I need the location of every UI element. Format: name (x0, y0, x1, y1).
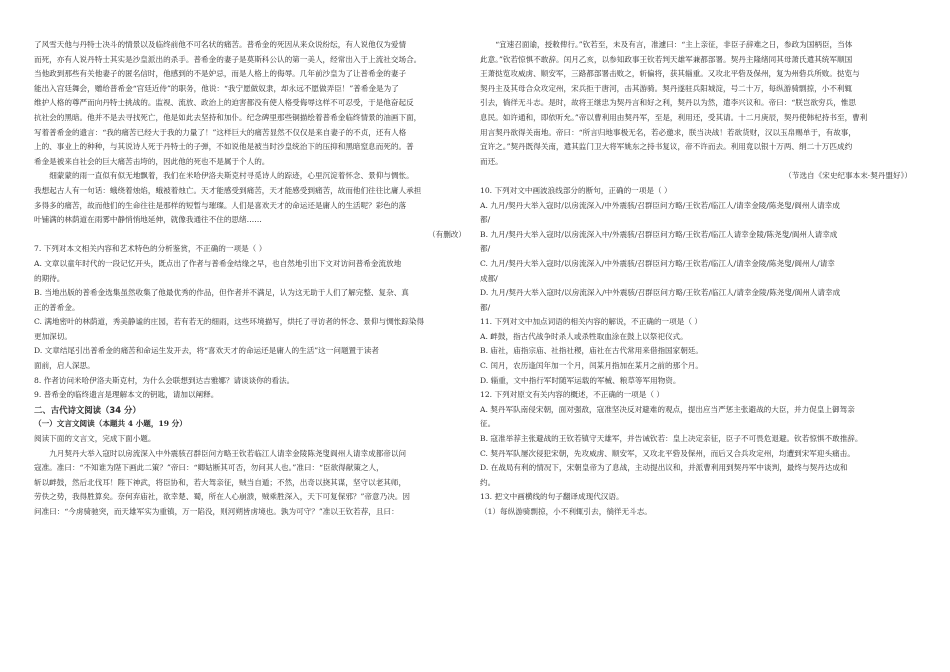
q7-option-b: B. 当地出版的普希金选集虽然收集了他最优秀的作品，但作者并不满足，认为这无助于人们了解完整、复杂、真 (34, 288, 409, 298)
text-line: 宜许之。”契丹既得关南，遣其监门卫大将军姚东之持书复议，帝不许而去。利用竟以银十万两、绢二十万匹成约 (480, 142, 853, 152)
q10-option-c: C. 九月/契丹大举入寇时/以房流深入/中外震骇/召群臣问方略/王钦若/临江人/请幸金陵/陈尧叟/阆州人/请幸 (480, 258, 835, 268)
instruction: 阅读下面的文言文，完成下面小题。 (34, 434, 156, 444)
q11-option-d: D. 辎重，文中指行军时随军运载的军械、粮草等军用物资。 (480, 375, 681, 385)
q12-option-d-cont: 约。 (480, 477, 496, 487)
text-line: 用言契丹欲得关南地。帝曰：“所言归地事极无名，若必邀求，朕当决战！若欲货财，汉以玉帛赐单于，有故事， (480, 127, 856, 137)
q7-option-b-cont: 正的普希金。 (34, 302, 80, 312)
q12-option-c: C. 契丹军队屡次侵犯宋朝，先攻威虏、顺安军，又攻北平砦及保州，而后又合兵攻定州，均遭到宋军迎头痛击。 (480, 448, 855, 458)
text-line: 而死，亦有人说丹特士其实是沙皇派出的杀手。普希金的妻子是莫斯科公认的第一美人，经常出入于上流社交场合。 (34, 54, 422, 64)
text-line: 息民。如许通和，即依听允。”帝以曹利用由契丹军，至是，利用还，受其请。十二月庚辰，契丹使韩杞持书至，曹利 (480, 112, 868, 122)
q10-option-b: B. 九月/契丹大举入寇时/以房流深入中/外震骇/召群臣问方略/王钦若/临江人请幸金陵/陈尧叟/阆州人请幸成 (480, 229, 838, 239)
text-line: 劳佚之势，我得胜算矣。奈何弃庙社，欲幸楚、蜀，所在人心崩溃，贼乘胜深入，天下可复保邪？”帝意乃决。因 (34, 492, 410, 502)
source-note: （节选自《宋史纪事本末·契丹盟好》） (784, 171, 912, 181)
question-13: 13. 把文中画横线的句子翻译成现代汉语。 (480, 492, 624, 502)
q12-option-d: D. 在战局有利的情况下，宋朝皇帝为了息战，主动提出议和，并派曹利用到契丹军中谈判，最终与契丹达成和 (480, 463, 848, 473)
text-line: 寇准。准曰：“不知谁为陛下画此二策？”帝曰：“卿姑断其可否，勿问其人也。”准曰：“臣欲得献策之人， (34, 463, 384, 473)
subsection-heading: （一）文言文阅读（本题共 4 小题，19 分） (34, 419, 187, 429)
text-line: 能出入宫廷舞会，赠给普希金“宫廷近侍”的职务，他说：“我宁愿做奴隶，却永远不愿做弄臣！”普希金是为了 (34, 83, 399, 93)
text-line: 维护人格的尊严而向丹特士挑战的。监视、流放、政治上的迫害都没有使人格受侮辱这样不可忍受，于是他奋起反 (34, 98, 414, 108)
right-column (480, 38, 912, 520)
q12-option-b: B. 寇准举荐主张避战的王钦若镇守天雄军，并告诫钦若：皇上决定亲征，臣子不可畏危退避。钦若惊惧不敢推辞。 (480, 434, 863, 444)
question-13-part-1: （1）每纵游骑剽掠，小不利辄引去，徜徉无斗志。 (480, 507, 652, 516)
text-line: 我想起古人有一句话：蛾绕着烛焰，蛾被着烛亡。天才能感受到痛苦，天才能感受到痛苦，故而他们往往比庸人承担 (34, 185, 422, 195)
passage-paragraph-1 (34, 38, 466, 169)
q7-option-d-cont: 面前，启人深思。 (34, 361, 95, 371)
q12-option-a-cont: 征。 (480, 419, 496, 429)
q11-option-c: C. 闰月，农历逢闰年加一个月，闰某月指加在某月之前的那个月。 (480, 361, 703, 371)
text-line: 当他政到那些有关他妻子的匿名信时，他感到的不是妒忌，而是人格上的侮辱。几年前沙皇为了让普希金的妻子 (34, 69, 407, 79)
text-line: 抗社会的黑暗。他并不是去寻找死亡，他是如此去坚持和加仆。纪念碑里那些铜描绘着普希金临终情景的油画下面， (34, 112, 422, 122)
question-8: 8. 作者访问米哈伊洛夫斯克村，为什么会联想到达吉雅娜？请谈谈你的看法。 (34, 375, 295, 385)
text-line: 多得多的痛苦，故而他们的生命往往是那样的短暂与璀璨。人们是喜欢天才的命运还是庸人的生活呢？彩色的落 (34, 200, 407, 210)
q10-option-d-cont: 都/ (480, 302, 491, 312)
passage-paragraph-2 (34, 169, 466, 227)
q11-option-b: B. 庙社，庙指宗庙、社指社稷，庙社在古代常用来借指国家朝廷。 (480, 346, 704, 356)
classical-text-continued (480, 38, 912, 169)
text-line: “宜速召面谕，授敕俾行。”钦若至，未及有言，准遽曰：“主上亲征，非臣子辞难之日，参政为国柄臣，当体 (495, 40, 853, 49)
text-line: 而还。 (480, 156, 503, 166)
question-9: 9. 普希金的临终遗言是理解本文的钥匙，请加以阐释。 (34, 390, 219, 400)
text-line: 上的、事业上的种种，与其说诗人死于丹特士的子弹，不如说他是被当时沙皇统治下的压抑和黑暗窒息而死的。普 (34, 142, 414, 152)
text-line: 王萧挞览攻威虏、顺安军，三路都部署击败之，斩偏将，获其辎重。又攻北平砦及保州，复为州砦兵所败。挞览与 (480, 69, 860, 79)
q7-option-c-cont: 更加深切。 (34, 331, 72, 341)
q10-option-a: A. 九月/契丹大举入寇时/以房流深入/中外震骇/召群臣问方略/王钦若/临江人/请幸金陵/陈尧叟/阆州人请幸成 (480, 200, 840, 210)
text-line: 此意。”钦若惊惧不敢辞。闰月乙亥，以参知政事王钦若判天雄军兼都部署。契丹主隆绪同其母萧氏遣其统军顺国 (480, 54, 853, 64)
classical-text (34, 447, 466, 520)
q10-option-a-cont: 都/ (480, 215, 491, 225)
q7-option-c: C. 满地密叶的林荫道，秀美静谧的庄园，若有若无的细雨，这些环境描写，烘托了寻访者的怀念、景仰与惆怅踪染得 (34, 317, 425, 327)
text-line: 九月契丹大举入寇时以房流深入中外震骇召群臣问方略王钦若临江人请幸金陵陈尧叟阆州人请幸成都帝以问 (49, 448, 407, 458)
question-10: 10. 下列对文中画波浪线部分的断句，正确的一项是（ ） (480, 185, 672, 195)
text-line: 写着普希金的遗言：“我的痛苦已经大于我的力量了！”这样巨大的痛苦显然不仅仅是来自妻子的不贞，还有人格 (34, 127, 407, 137)
text-line: 了风雪天他与丹特士决斗的情景以及临终前他不可名状的痛苦。普希金的死因从来众说纷纭，有人说他仅为爱情 (34, 40, 407, 49)
text-line: 问准曰：“今虏骑驰突，而天雄军实为重镇，万一陷没，则河朔皆虏境也。孰为可守？”准以王钦若荐，且曰： (34, 507, 399, 516)
q12-option-a: A. 契丹军队南侵宋朝，面对强敌，寇准坚决反对避难的观点，提出应当严惩主张避战的大臣，并力促皇上御驾亲 (480, 404, 855, 414)
question-12: 12. 下列对原文有关内容的概述，不正确的一项是（ ） (480, 390, 664, 400)
q11-option-a: A. 衅鼓，指古代战争时杀人或杀牲取血涂在鼓上以祭祀仪式。 (480, 331, 688, 341)
section-heading: 二、古代诗文阅读（34 分） (34, 404, 141, 415)
q7-option-a-cont: 的期待。 (34, 273, 65, 283)
source-note: （有删改） (428, 229, 466, 239)
text-line: 希金是被来自社会的巨大痛苦击垮的，因此他的死也不是属于个人的。 (34, 156, 270, 166)
q7-option-a: A. 文章以童年时代的一段记忆开头，既点出了作者与普希金结缘之早，也自然地引出下文对访问普希金流放地 (34, 258, 402, 268)
question-11: 11. 下列对文中加点词语的相关内容的解说，不正确的一项是（ ） (480, 317, 702, 327)
q10-option-c-cont: 成都/ (480, 273, 498, 283)
question-7: 7. 下列对本文相关内容和艺术特色的分析鉴赏，不正确的一项是（ ） (34, 244, 267, 254)
q10-option-d: D. 九月/契丹大举入寇时/以房流深入/中外震骇/召群臣问方略/王钦若/临江人/请幸金陵/陈尧叟/阆州人请幸成 (480, 288, 841, 298)
text-line: 引去，徜徉无斗志。是时，故将王继忠为契丹言和好之利，契丹以为然，遣李兴议和。帝曰：“朕岂欲穷兵，惟思 (480, 98, 856, 108)
left-column (34, 38, 466, 520)
text-line: 叶铺满的林荫道在雨雾中静悄悄地延伸，就像我通往不住的思绪…… (34, 215, 262, 225)
q7-option-d: D. 文章结尾引出普希金的痛苦和命运生发开去，将“喜欢天才的命运还是庸人的生活”这一问题置于读者 (34, 346, 379, 356)
text-line: 契丹主及其母合众攻定州，宋兵拒于唐河，击其游骑。契丹遂驻兵阳城淀，号二十万，每纵游骑剽掠，小不利辄 (480, 83, 853, 93)
text-line: 细蒙蒙的雨一直似有似无地飘着，我们在米哈伊洛夫斯克村寻觅诗人的踪迹，心里沉淀着怀念、景仰与惆怅。 (49, 171, 414, 181)
text-line: 斩以衅鼓，然后北伐耳！陛下神武，将臣协和，若大驾亲征，贼当自遁；不然，出奇以挠其谋，坚守以老其师， (34, 477, 407, 487)
q10-option-b-cont: 都/ (480, 244, 491, 254)
